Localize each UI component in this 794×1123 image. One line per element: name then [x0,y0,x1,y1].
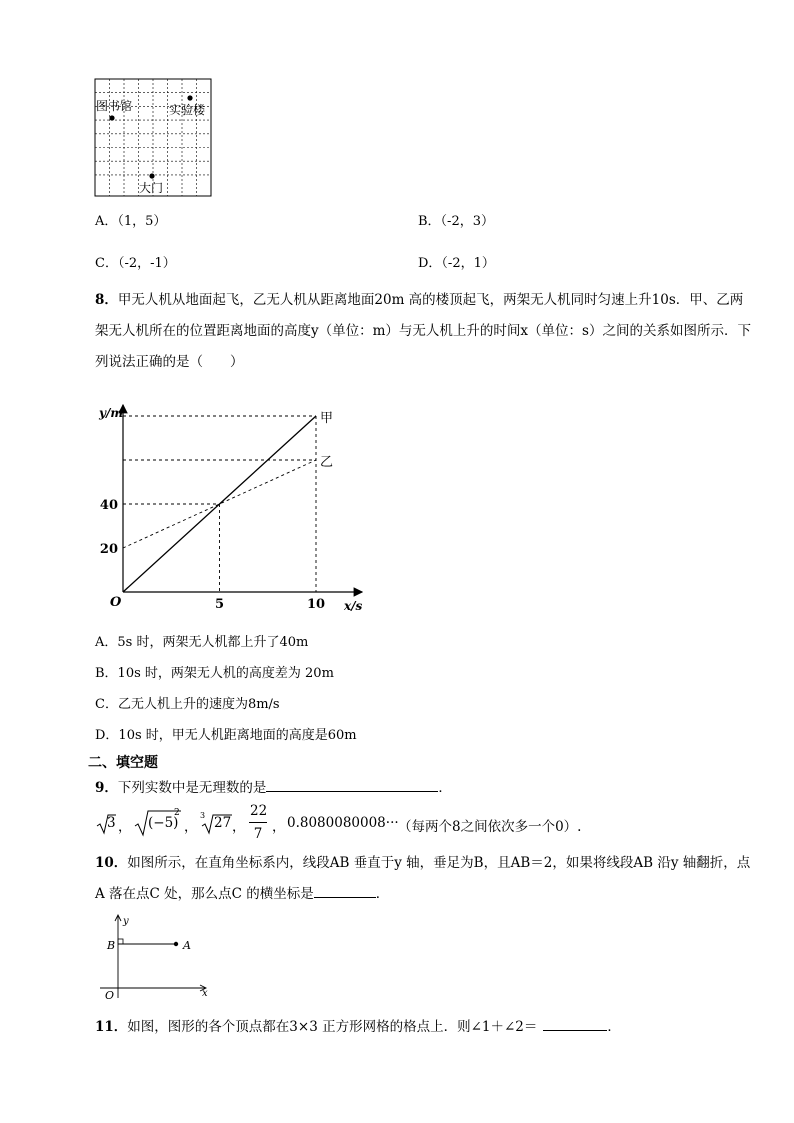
library-label: 图书馆 [96,99,133,113]
x-axis-label: x/s [344,599,363,613]
x-tick-10: 10 [306,597,326,612]
q9-end: ． [438,780,452,796]
q11-number: 11． [95,1019,128,1035]
q9-number: 9． [95,780,118,796]
q9-sep2: ， [184,819,198,835]
gate-point [149,173,154,178]
q8-number: 8． [95,292,118,308]
q8-text [95,285,755,378]
point-a [174,942,178,946]
x-tick-5: 5 [214,597,225,612]
y-axis-label: y/m [99,406,124,420]
q10-text [95,848,755,910]
q8-option-a[interactable]: A．5s 时，两架无人机都上升了40m [95,635,309,650]
q10-body: 如图所示，在直角坐标系内，线段AB 垂直于y 轴，垂足为B，且AB＝2，如果将线段AB 沿y 轴翻折，点A 落在点C 处，那么点C 的横坐标是 [95,855,751,902]
q9-answer-blank[interactable] [266,777,438,792]
q8-option-c[interactable]: C．乙无人机上升的速度为8m/s [95,697,280,712]
q9-sep3: ， [232,819,246,835]
q10-end: ． [375,886,390,902]
q10-b-label: B [107,939,116,952]
y-tick-20: 20 [99,542,118,557]
q11-answer-blank[interactable] [543,1016,607,1031]
q9-text [95,773,755,804]
q9-sqrt3: 3 [107,815,116,831]
q9-fraction-denominator: 7 [253,826,263,842]
q8-option-b[interactable]: B．10s 时，两架无人机的高度差为 20m [95,666,334,681]
q7-option-c[interactable]: C．（-2，-1） [95,256,176,271]
q9-fraction-bar [249,822,267,823]
library-point [109,115,114,120]
q9-fraction-numerator: 22 [250,803,268,819]
q10-y-label: y [123,916,129,927]
y-tick-40: 40 [99,498,118,513]
q10-a-label: A [183,939,191,952]
lab-building-label: 实验楼 [169,103,206,117]
series-label-jia: 甲 [320,411,334,426]
q10-x-label: x [202,988,208,999]
q9-sep4: ， [272,819,286,835]
q10-number: 10． [95,855,128,871]
gate-label: 大门 [139,181,164,195]
q11-end: ． [607,1019,621,1035]
q10-coordinate-figure [96,910,216,1005]
q9-sep1: ， [118,819,132,835]
q8-option-d[interactable]: D．10s 时，甲无人机距离地面的高度是60m [95,728,357,743]
drone-height-chart [92,395,372,620]
q7-option-b[interactable]: B．（-2，3） [418,214,494,229]
section-title: 二、填空题 [88,755,158,771]
q8-body: 甲无人机从地面起飞，乙无人机从距离地面20m 高的楼顶起飞，两架无人机同时匀速上升10s．甲、乙两架无人机所在的位置距离地面的高度y（单位：m）与无人机上升的时间x（单位：s）之间的关系如图所示．下列说法正确的是（ ） [95,292,751,370]
q11-body: 如图，图形的各个顶点都在3×3 正方形网格的格点上．则∠1＋∠2＝ [127,1019,538,1035]
q9-exponent: 2 [174,808,180,818]
q7-option-a[interactable]: A．（1，5） [95,214,167,229]
q7-option-d[interactable]: D．（-2，1） [418,256,495,271]
q11-text [95,1012,755,1043]
q9-note: （每两个8之间依次多一个0）. [398,819,582,835]
q9-cube-root-index: 3 [200,811,206,820]
q9-cube-root: 27 [214,815,232,831]
right-angle-mark [118,939,123,944]
series-label-yi: 乙 [320,455,334,470]
origin-label: O [110,595,122,610]
q9-body: 下列实数中是无理数的是 [117,780,267,796]
q9-sqrt-square: (−5) [148,815,179,831]
lab-building-point [187,95,192,100]
q9-decimal: 0.8080080008··· [287,815,399,831]
grid-figure [92,76,217,200]
q10-answer-blank[interactable] [314,883,376,898]
q10-o-label: O [105,989,115,1002]
